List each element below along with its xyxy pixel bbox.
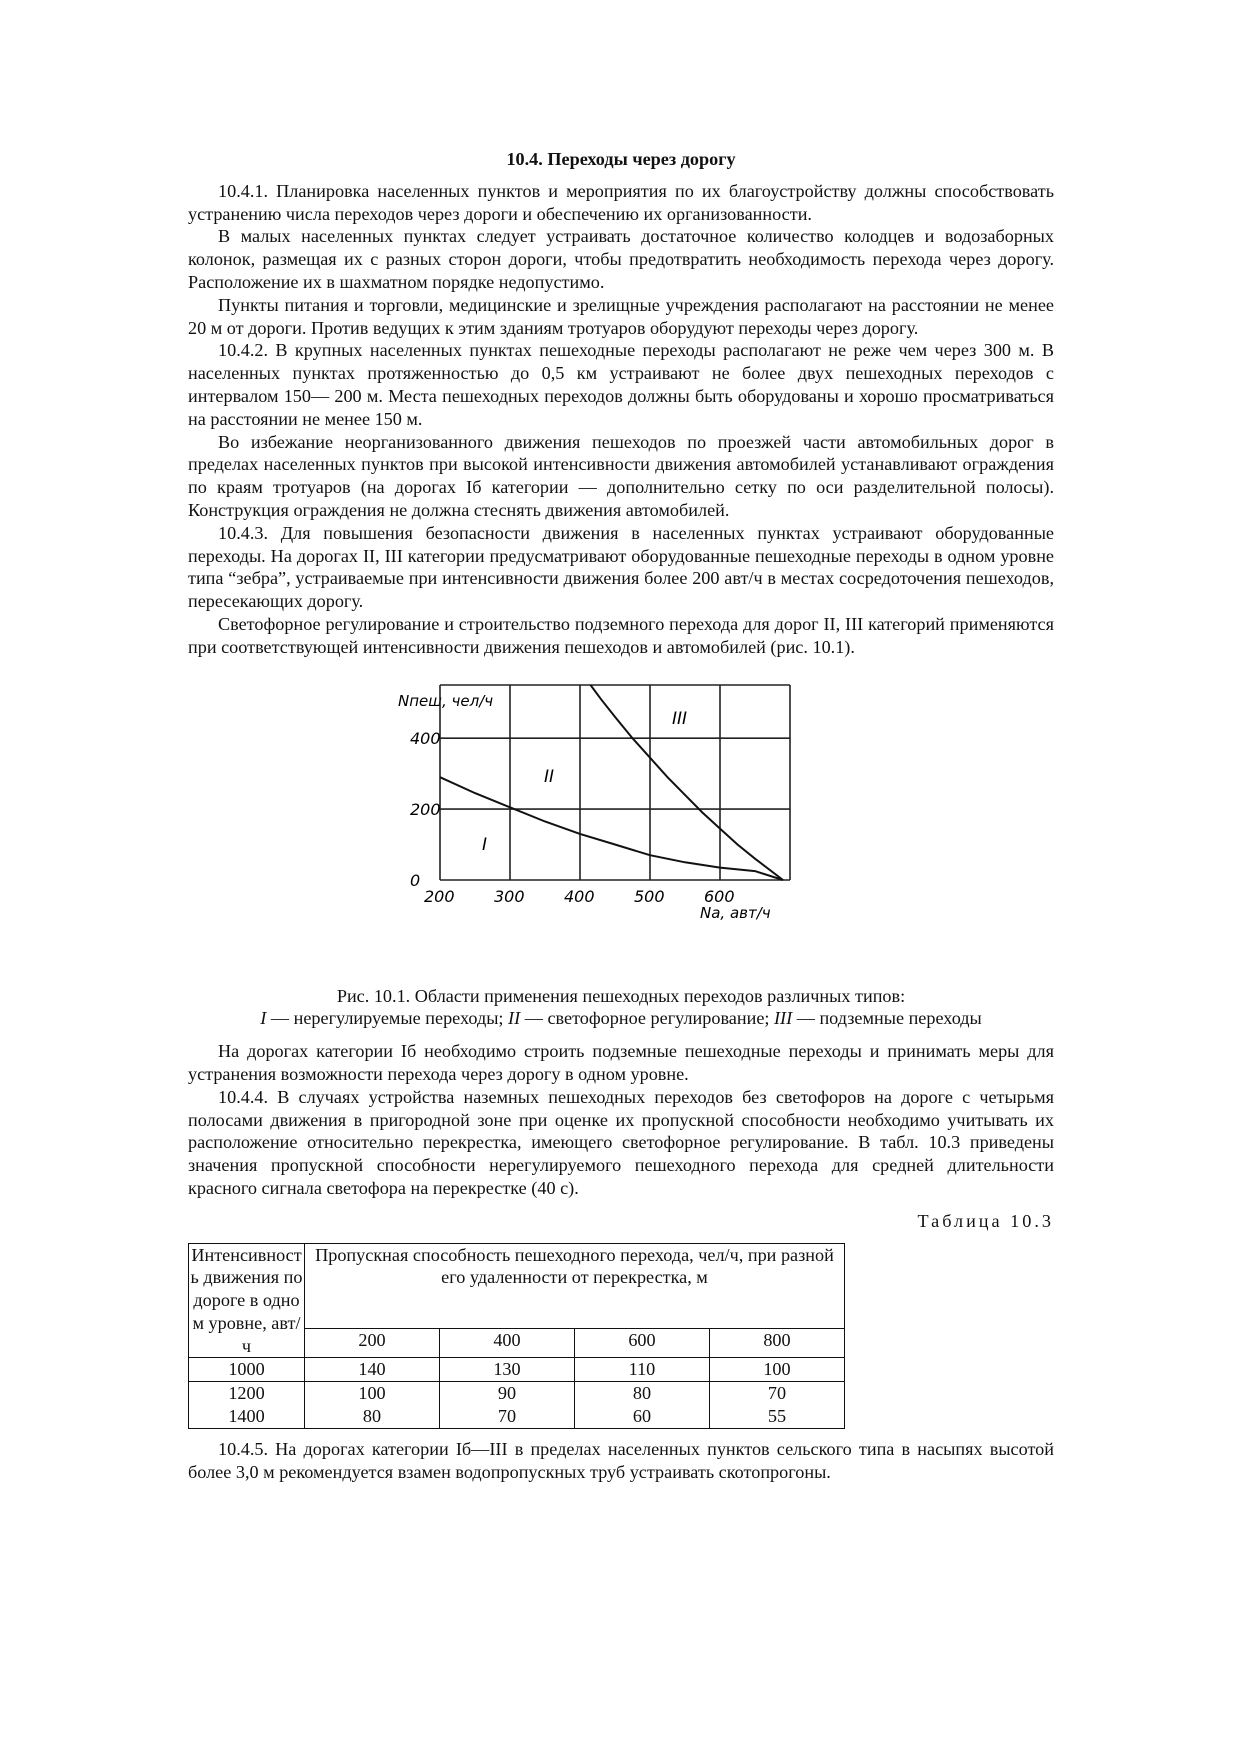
caption-text: — нерегулируемые переходы; [266,1008,509,1029]
x-tick-label: 200 [424,886,455,906]
x-tick-label: 600 [704,886,735,906]
x-tick-label: 400 [564,886,595,906]
row-header: Интенсивность движения по дороге в одном уровне, авт/ч [189,1243,305,1358]
table-row [189,1358,845,1382]
caption-text: — подземные переходы [792,1008,982,1029]
paragraph: 10.4.2. В крупных населенных пунктах пешеходные переходы располагают не реже чем через 300 м. В населенных пунктах протяженностью до 0,5 км устраивают не более двух пешеходных переходов с интервалом 150— 200 м. Места пешеходных переходов должны быть оборудованы и хорошо просматриваться на расстоянии не менее 150 м. [188,340,1054,429]
x-tick-label: 300 [494,886,525,906]
y-tick-label: 200 [410,799,441,819]
paragraph: 10.4.1. Планировка населенных пунктов и мероприятия по их благоустройству должны способствовать устранению числа переходов через дороги и обеспечению их организованности. [188,180,1054,224]
table-cell: 110 [574,1358,709,1382]
table-cell: 140 [305,1358,440,1382]
text-after-figure [188,1040,1054,1200]
y-tick-label: 0 [410,870,421,890]
caption-numeral: II [508,1008,521,1029]
table-cell: 1200 [189,1382,305,1405]
region-label-i: I [482,834,488,855]
chart-curves [440,685,783,880]
paragraph: 10.4.5. На дорогах категории Iб—III в пределах населенных пунктов сельского типа в насыпях высотой более 3,0 м рекомендуется взамен водопропускных труб устраивать скотопрогоны. [188,1438,1054,1482]
table-cell: 70 [439,1405,574,1428]
table-cell: 100 [305,1382,440,1405]
paragraph: Светофорное регулирование и строительство подземного перехода для дорог II, III категорий применяются при соответствующей интенсивности движения пешеходов и автомобилей (рис. 10.1). [188,613,1054,657]
caption-text: — светофорное регулирование; [520,1008,774,1029]
region-label-ii: II [544,766,555,787]
table-cell: 130 [439,1358,574,1382]
group-header: Пропускная способность пешеходного перехода, чел/ч, при разной его удаленности от перекрестка, м [305,1243,845,1328]
table-cell: 80 [574,1382,709,1405]
caption-numeral: I [260,1008,267,1029]
paragraph: Во избежание неорганизованного движения пешеходов по проезжей части автомобильных дорог в пределах населенных пунктов при высокой интенсивности движения автомобилей устанавливают ограждения по краям тротуаров (на дорогах Iб категории — дополнительно сетку по оси разделительной полосы). Конструкция ограждения не должна стеснять движения автомобилей. [188,431,1054,520]
table-cell: 1400 [189,1405,305,1428]
x-tick-label: 500 [634,886,665,906]
table-cell: 70 [709,1382,844,1405]
boundary-curve-1 [440,777,783,880]
table-row [189,1382,845,1405]
figure-caption [188,985,1054,1031]
table-row [189,1405,845,1428]
caption-line-2 [188,1007,1054,1030]
table-cell: 80 [305,1405,440,1428]
region-label-iii: III [672,708,688,729]
y-axis-label: Nпеш, чел/ч [398,691,494,710]
paragraph: В малых населенных пунктах следует устраивать достаточное количество колодцев и водозаборных колонок, размещая их с разных сторон дороги, чтобы предотвратить необходимость перехода через дорогу. Расположение их в шахматном порядке недопустимо. [188,226,1054,292]
distance-header: 600 [574,1328,709,1358]
paragraph: 10.4.4. В случаях устройства наземных пешеходных переходов без светофоров на дороге с четырьмя полосами движения в пригородной зоне при оценке их пропускной способности необходимо учитывать их расположение относительно перекрестка, имеющего светофорное регулирование. В табл. 10.3 приведены значения пропускной способности нерегулируемого пешеходного перехода для средней длительности красного сигнала светофора на перекрестке (40 с). [188,1086,1054,1198]
table-cell: 100 [709,1358,844,1382]
table-cell: 1000 [189,1358,305,1382]
region-chart [398,680,830,922]
section-title: 10.4. Переходы через дорогу [506,149,736,169]
x-axis-label: Nа, авт/ч [700,903,771,922]
caption-line-1: Рис. 10.1. Области применения пешеходных переходов различных типов: [336,985,906,1006]
paragraph: Пункты питания и торговли, медицинские и зрелищные учреждения располагают на расстоянии не менее 20 м от дороги. Против ведущих к этим зданиям тротуаров оборудуют переходы через дорогу. [188,294,1054,338]
table-cell: 90 [439,1382,574,1405]
paragraph: На дорогах категории Iб необходимо строить подземные пешеходные переходы и принимать меры для устранения возможности перехода через дорогу в одном уровне. [188,1041,1054,1084]
table-label: Таблица 10.3 [917,1210,1054,1231]
capacity-table [188,1243,845,1429]
table-cell: 60 [574,1405,709,1428]
distance-header: 200 [305,1328,440,1358]
table-cell: 55 [709,1405,844,1428]
figure-10-1 [188,680,1054,985]
chart-grid [440,685,790,880]
distance-header: 800 [709,1328,844,1358]
table-wrapper [188,1243,1054,1429]
distance-header: 400 [439,1328,574,1358]
y-tick-label: 400 [410,728,441,748]
paragraph: 10.4.3. Для повышения безопасности движения в населенных пунктах устраивают оборудованные переходы. На дорогах II, III категории предусматривают оборудованные пешеходные переходы в одном уровне типа “зебра”, устраиваемые при интенсивности движения более 200 авт/ч в местах сосредоточения пешеходов, пересекающих дорогу. [188,522,1054,612]
document-page [188,148,1054,1483]
caption-numeral: III [774,1008,793,1029]
